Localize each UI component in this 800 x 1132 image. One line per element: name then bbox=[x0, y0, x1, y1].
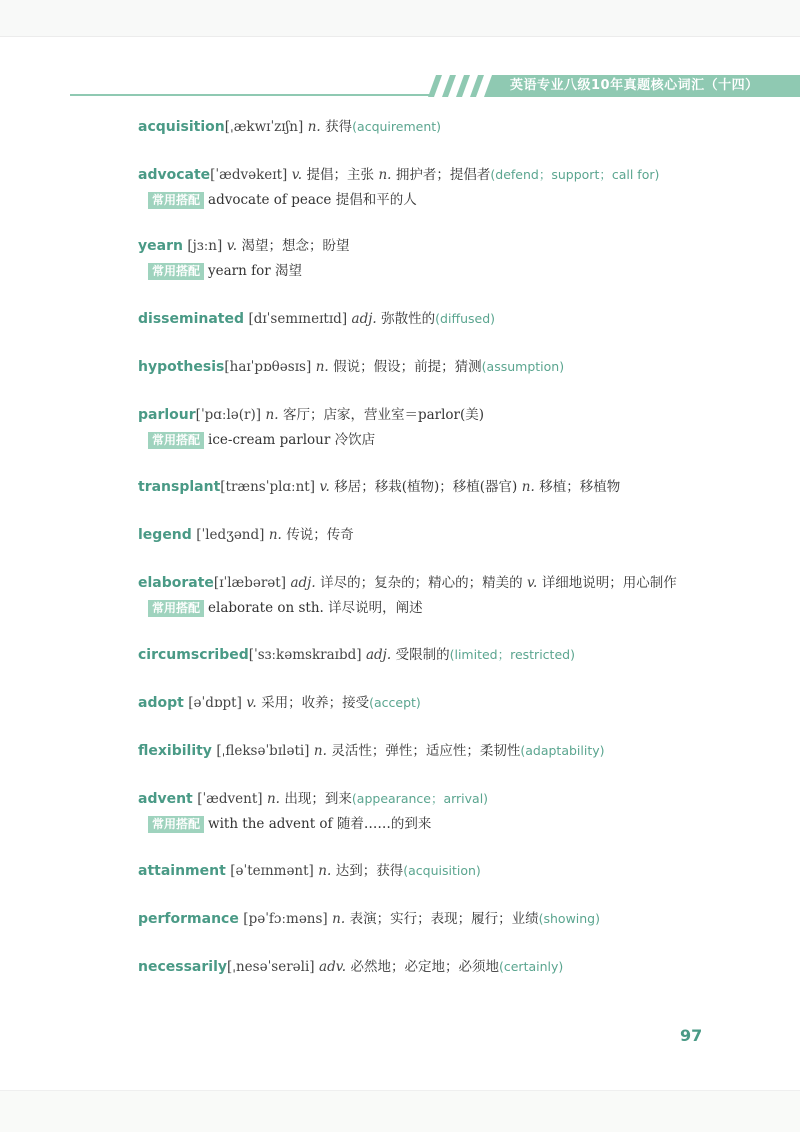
vocab-entry bbox=[138, 642, 575, 668]
entry-phonetic: [ˈædvəkeɪt] bbox=[210, 167, 288, 183]
vocab-entry bbox=[138, 738, 605, 764]
entry-definition: 表演；实行；表现；履行；业绩 bbox=[349, 911, 539, 927]
entry-definition: 达到；获得 bbox=[335, 863, 404, 879]
entry-pos-2: n. bbox=[521, 479, 535, 495]
entry-definition: 移居；移栽(植物)；移植(器官) bbox=[334, 479, 518, 495]
vocab-entry bbox=[138, 954, 563, 980]
entry-phonetic: [ˌækwɪˈzɪʃn] bbox=[224, 119, 304, 135]
entry-pos: n. bbox=[332, 911, 346, 927]
entry-synonyms: (showing) bbox=[538, 911, 600, 926]
entry-word: elaborate bbox=[138, 575, 214, 591]
entry-word: parlour bbox=[138, 407, 196, 423]
entry-phonetic: [jɜːn] bbox=[187, 238, 223, 254]
entry-pos: n. bbox=[268, 527, 282, 543]
entry-pos: n. bbox=[315, 359, 329, 375]
header-title: 英语专业八级10年真题核心词汇（十四） bbox=[500, 75, 800, 97]
entry-synonyms: (defend；support；call for) bbox=[490, 167, 660, 182]
vocab-entry bbox=[138, 858, 481, 884]
entry-definition: 传说；传奇 bbox=[286, 527, 354, 543]
entry-definition: 出现；到来 bbox=[284, 791, 352, 807]
entry-phonetic: [ˈpɑːlə(r)] bbox=[195, 407, 262, 423]
entry-synonyms: (diffused) bbox=[435, 311, 496, 326]
page-header bbox=[70, 75, 800, 97]
entry-word: transplant bbox=[138, 479, 221, 495]
entry-phonetic: [trænsˈplɑːnt] bbox=[220, 479, 315, 495]
entry-phonetic: [ˌfleksəˈbɪləti] bbox=[216, 743, 310, 759]
entry-pos: v. bbox=[246, 695, 257, 711]
entry-word: legend bbox=[138, 527, 192, 543]
entry-pos: adj. bbox=[290, 575, 316, 591]
entry-collocation: elaborate on sth. 详尽说明，阐述 bbox=[208, 600, 423, 616]
vocab-entry bbox=[138, 570, 677, 620]
entry-definition: 采用；收养；接受 bbox=[261, 695, 370, 711]
vocab-entry bbox=[138, 233, 349, 283]
entry-word: performance bbox=[138, 911, 239, 927]
entry-word: advocate bbox=[138, 167, 211, 183]
entry-word: advent bbox=[138, 791, 193, 807]
entry-definition: 提倡；主张 bbox=[306, 167, 374, 183]
vocab-entry bbox=[138, 306, 495, 332]
bottom-band bbox=[0, 1090, 800, 1132]
entry-phonetic: [ɪˈlæbərət] bbox=[213, 575, 286, 591]
entry-collocation: ice-cream parlour 冷饮店 bbox=[208, 432, 376, 448]
collocation-tag: 常用搭配 bbox=[148, 816, 204, 833]
entry-pos: n. bbox=[318, 863, 332, 879]
entry-pos: adj. bbox=[351, 311, 377, 327]
entry-pos: adv. bbox=[319, 959, 347, 975]
entry-word: flexibility bbox=[138, 743, 212, 759]
vocab-entry bbox=[138, 402, 484, 452]
vocab-entry bbox=[138, 690, 421, 716]
entry-word: hypothesis bbox=[138, 359, 225, 375]
entry-definition: 灵活性；弹性；适应性；柔韧性 bbox=[331, 743, 521, 759]
entry-pos: n. bbox=[265, 407, 279, 423]
entry-definition: 渴望；想念；盼望 bbox=[241, 238, 350, 254]
entry-definition-2: 拥护者；提倡者 bbox=[395, 167, 491, 183]
entry-collocation: yearn for 渴望 bbox=[208, 263, 302, 279]
vocab-entry bbox=[138, 786, 488, 836]
entry-pos-2: v. bbox=[527, 575, 538, 591]
entry-word: disseminated bbox=[138, 311, 244, 327]
entry-synonyms: (adaptability) bbox=[520, 743, 605, 758]
entry-pos: adj. bbox=[365, 647, 392, 663]
entry-synonyms: (acquisition) bbox=[403, 863, 481, 878]
top-band bbox=[0, 0, 800, 37]
entry-pos: v. bbox=[291, 167, 303, 183]
entry-pos: v. bbox=[226, 238, 238, 254]
entry-definition-2: 详细地说明；用心制作 bbox=[541, 575, 677, 591]
entry-collocation: advocate of peace 提倡和平的人 bbox=[208, 192, 417, 208]
entry-collocation: with the advent of 随着……的到来 bbox=[208, 816, 432, 832]
entry-word: adopt bbox=[138, 695, 184, 711]
vocab-entry bbox=[138, 114, 441, 140]
entry-word: circumscribed bbox=[138, 647, 249, 663]
entry-definition: 受限制的 bbox=[395, 647, 450, 663]
entry-definition-2: 移植；移植物 bbox=[539, 479, 621, 495]
entry-pos: n. bbox=[307, 119, 321, 135]
entry-phonetic: [pəˈfɔːməns] bbox=[243, 911, 328, 927]
entry-phonetic: [ˈædvent] bbox=[197, 791, 263, 807]
entry-pos: n. bbox=[313, 743, 327, 759]
vocab-entry bbox=[138, 162, 659, 212]
header-rule bbox=[70, 94, 430, 96]
entry-definition: 必然地；必定地；必须地 bbox=[350, 959, 499, 975]
entry-phonetic: [ˈledʒənd] bbox=[196, 527, 265, 543]
entry-word: necessarily bbox=[138, 959, 227, 975]
entry-synonyms: (appearance；arrival) bbox=[351, 791, 489, 806]
entry-synonyms: (limited；restricted) bbox=[449, 647, 575, 662]
entry-pos: n. bbox=[266, 791, 280, 807]
entry-phonetic: [ˌnesəˈserəli] bbox=[227, 959, 315, 975]
entry-definition: 客厅；店家，营业室＝parlor(美) bbox=[282, 407, 485, 423]
entry-phonetic: [ˈsɜːkəmskraɪbd] bbox=[248, 647, 362, 663]
entry-word: acquisition bbox=[138, 119, 225, 135]
entry-phonetic: [dɪˈsemɪneɪtɪd] bbox=[248, 311, 348, 327]
entry-synonyms: (accept) bbox=[369, 695, 421, 710]
entry-synonyms: (acquirement) bbox=[352, 119, 442, 134]
header-stripes-decoration bbox=[428, 75, 500, 97]
collocation-tag: 常用搭配 bbox=[148, 600, 204, 617]
vocab-entry bbox=[138, 906, 600, 932]
entry-synonyms: (certainly) bbox=[498, 959, 564, 974]
collocation-tag: 常用搭配 bbox=[148, 263, 204, 280]
entry-phonetic: [əˈteɪnmənt] bbox=[230, 863, 314, 879]
vocab-entry bbox=[138, 474, 620, 500]
entry-phonetic: [haɪˈpɒθəsɪs] bbox=[224, 359, 312, 375]
entry-definition: 假说；假设；前提；猜测 bbox=[333, 359, 482, 375]
entry-definition: 弥散性的 bbox=[381, 311, 436, 327]
entry-synonyms: (assumption) bbox=[481, 359, 565, 374]
vocab-entry bbox=[138, 522, 354, 548]
entry-word: yearn bbox=[138, 238, 183, 254]
entry-definition: 获得 bbox=[325, 119, 353, 135]
collocation-tag: 常用搭配 bbox=[148, 192, 204, 209]
entry-word: attainment bbox=[138, 863, 226, 879]
vocab-entry bbox=[138, 354, 564, 380]
page-number: 97 bbox=[680, 1026, 703, 1045]
entry-pos: v. bbox=[319, 479, 330, 495]
entry-definition: 详尽的；复杂的；精心的；精美的 bbox=[320, 575, 523, 591]
entry-pos-2: n. bbox=[378, 167, 392, 183]
collocation-tag: 常用搭配 bbox=[148, 432, 204, 449]
entry-phonetic: [əˈdɒpt] bbox=[188, 695, 242, 711]
